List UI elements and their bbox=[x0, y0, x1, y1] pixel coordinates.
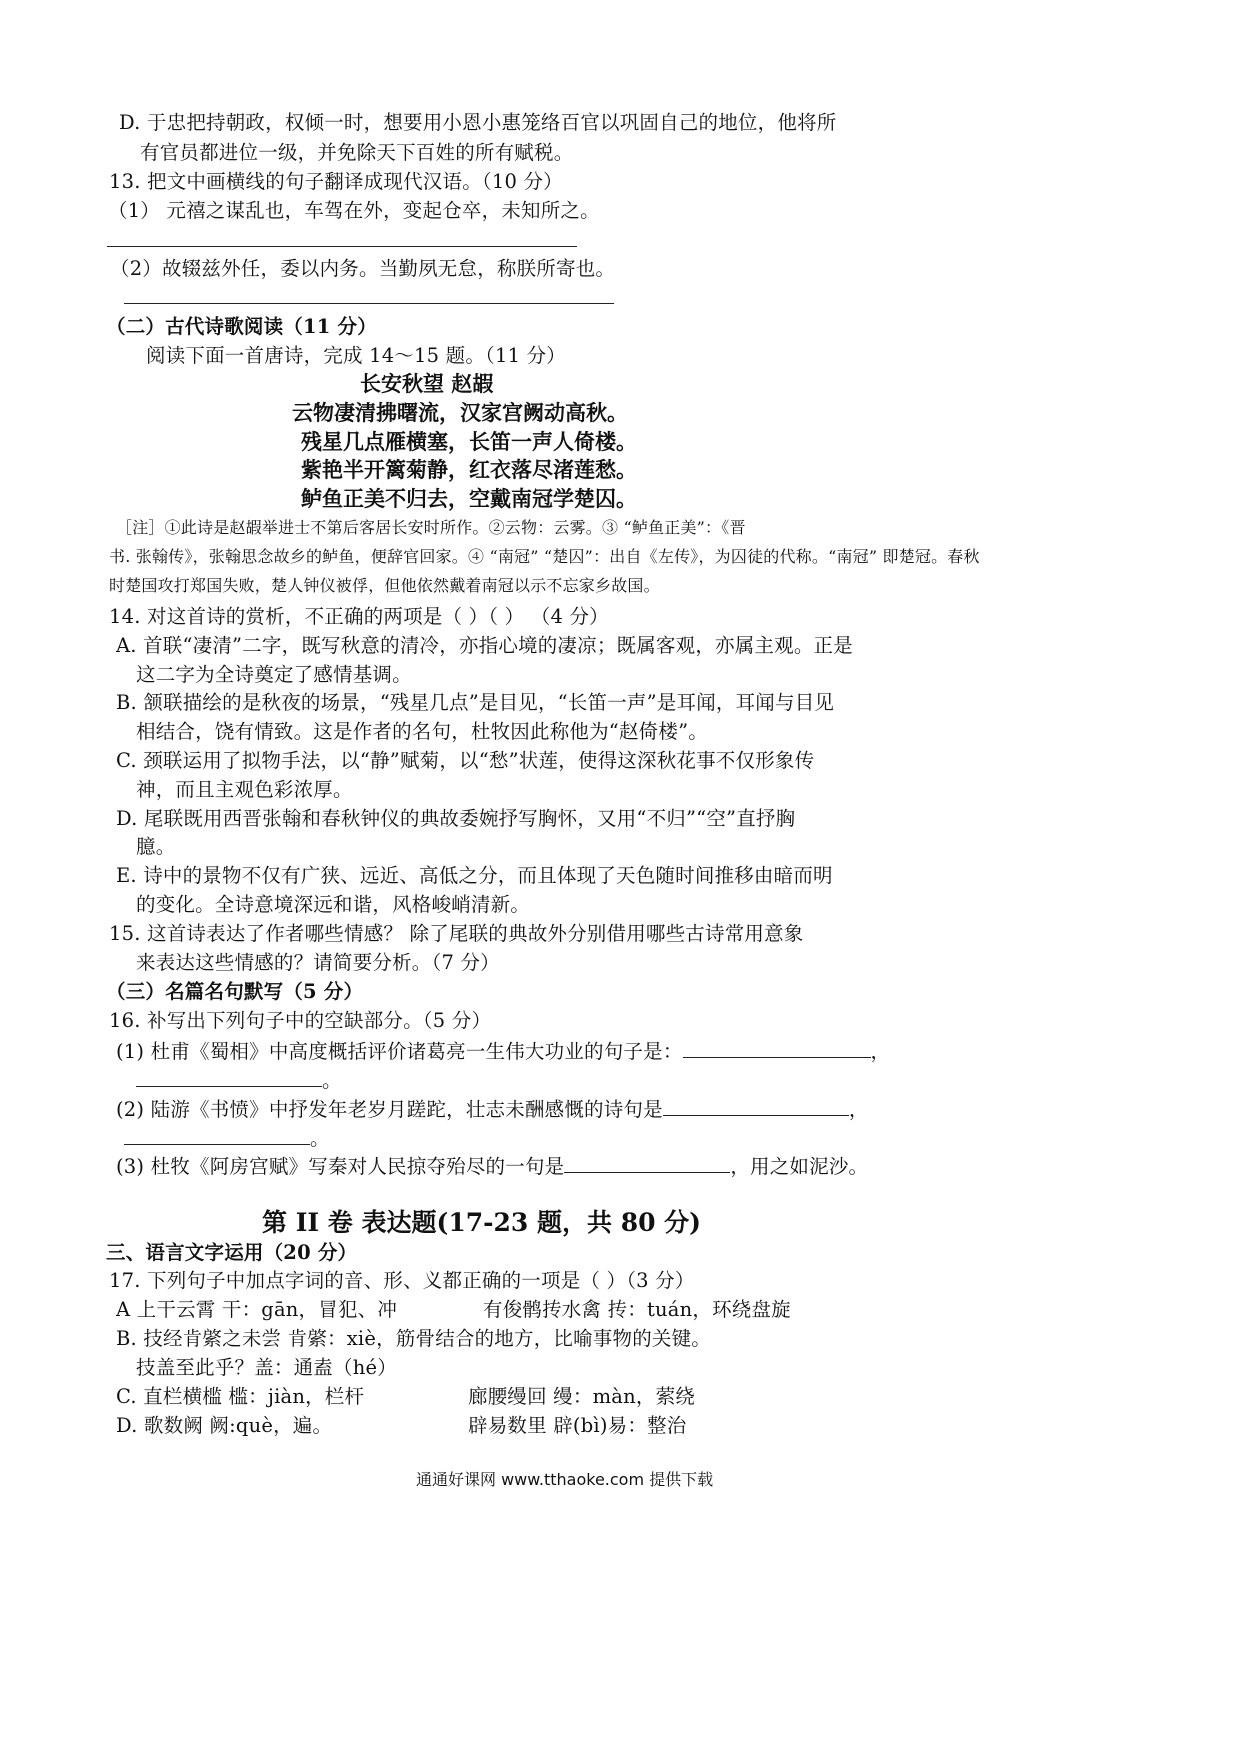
answer-line-1[interactable] bbox=[107, 246, 577, 247]
period: 。 bbox=[322, 1069, 342, 1092]
q14-stem: 14. 对这首诗的赏析，不正确的两项是（ ）（ ） （4 分） bbox=[109, 605, 609, 628]
period: 。 bbox=[310, 1127, 330, 1150]
q16-item-2 bbox=[116, 1097, 869, 1123]
q14-option-a-line2: 这二字为全诗奠定了感情基调。 bbox=[136, 663, 412, 686]
q13-sentence-1: （1） 元禧之谋乱也，车驾在外，变起仓卒，未知所之。 bbox=[108, 199, 600, 222]
answer-line-2[interactable] bbox=[124, 303, 614, 304]
q17-option-d-left: D. 歌数阙 阙:què，遍。 bbox=[116, 1414, 333, 1437]
poem-line-2: 残星几点雁横塞，长笛一声人倚楼。 bbox=[301, 430, 637, 454]
poem-note-1: ［注］①此诗是赵嘏举进士不第后客居长安时所作。②云物：云雾。③ “鲈鱼正美”：《晋 bbox=[116, 518, 746, 537]
poem-note-2: 书. 张翰传》，张翰思念故乡的鲈鱼，便辞官回家。④ “南冠” “楚囚”：出自《左传》，为囚徒的代称。“南冠” 即楚冠。春秋 bbox=[109, 547, 980, 566]
comma: ， bbox=[870, 1040, 891, 1063]
q15-line1: 15. 这首诗表达了作者哪些情感？ 除了尾联的典故外分别借用哪些古诗常用意象 bbox=[109, 922, 804, 945]
q15-line2: 来表达这些情感的？请简要分析。（7 分） bbox=[136, 951, 500, 974]
q12-option-d-line2: 有官员都进位一级，并免除天下百姓的所有赋税。 bbox=[140, 141, 574, 164]
poetry-intro: 阅读下面一首唐诗，完成 14～15 题。（11 分） bbox=[146, 344, 566, 367]
q17-option-a-right: 有俊鹘抟水禽 抟：tuán，环绕盘旋 bbox=[483, 1298, 791, 1321]
blank-4[interactable] bbox=[124, 1126, 310, 1145]
q16-item-1-text: (1) 杜甫《蜀相》中高度概括评价诸葛亮一生伟大功业的句子是： bbox=[116, 1040, 683, 1063]
q16-item-3-text: (3) 杜牧《阿房宫赋》写秦对人民掠夺殆尽的一句是 bbox=[116, 1155, 565, 1178]
poem-note-3: 时楚国攻打郑国失败，楚人钟仪被俘，但他依然戴着南冠以示不忘家乡故国。 bbox=[109, 576, 660, 595]
q12-option-d-line1: D. 于忠把持朝政，权倾一时，想要用小恩小惠笼络百官以巩固自己的地位，他将所 bbox=[119, 111, 837, 134]
q14-option-b-line2: 相结合，饶有情致。这是作者的名句，杜牧因此称他为“赵倚楼”。 bbox=[136, 720, 708, 743]
q17-option-a-left: A 上干云霄 干：gān，冒犯、冲 bbox=[116, 1298, 398, 1321]
q17-option-b-line2: 技盖至此乎？盖：通盍（hé） bbox=[136, 1356, 397, 1379]
q16-item-2-line2 bbox=[124, 1126, 330, 1152]
q16-item-1 bbox=[116, 1039, 890, 1065]
q14-option-d-line1: D. 尾联既用西晋张翰和春秋钟仪的典故委婉抒写胸怀，又用“不归”“空”直抒胸 bbox=[116, 807, 796, 830]
q14-option-b-line1: B. 颔联描绘的是秋夜的场景，“残星几点”是目见，“长笛一声”是耳闻，耳闻与目见 bbox=[116, 691, 835, 714]
q14-option-e-line2: 的变化。全诗意境深远和谐，风格峻峭清新。 bbox=[136, 893, 531, 916]
q17-option-b-line1: B. 技经肯綮之未尝 肯綮：xiè，筋骨结合的地方，比喻事物的关键。 bbox=[116, 1327, 711, 1350]
poem-title: 长安秋望 赵嘏 bbox=[360, 372, 494, 396]
q13-sentence-2: （2）故辍兹外任，委以内务。当勤夙无怠，称朕所寄也。 bbox=[110, 257, 616, 280]
q17-option-c-left: C. 直栏横槛 槛：jiàn，栏杆 bbox=[116, 1385, 365, 1408]
poem-line-3: 紫艳半开篱菊静，红衣落尽渚莲愁。 bbox=[301, 458, 637, 482]
q14-option-d-line2: 臆。 bbox=[136, 835, 176, 858]
q17-option-c-right: 廊腰缦回 缦：màn，萦绕 bbox=[468, 1385, 695, 1408]
blank-1[interactable] bbox=[683, 1039, 871, 1058]
comma: ， bbox=[848, 1098, 869, 1121]
q16-item-1-line2 bbox=[136, 1068, 342, 1094]
poem-line-4: 鲈鱼正美不归去，空戴南冠学楚囚。 bbox=[301, 487, 637, 511]
q13-stem: 13. 把文中画横线的句子翻译成现代汉语。（10 分） bbox=[109, 170, 563, 193]
q16-item-3-end: ，用之如泥沙。 bbox=[730, 1155, 869, 1178]
section-heading-poetry: （二）古代诗歌阅读（11 分） bbox=[106, 315, 377, 338]
q14-option-c-line1: C. 颈联运用了拟物手法，以“静”赋菊，以“愁”状莲，使得这深秋花事不仅形象传 bbox=[116, 749, 815, 772]
part-2-title: 第 II 卷 表达题(17-23 题，共 80 分) bbox=[262, 1208, 702, 1237]
poem-line-1: 云物凄清拂曙流，汉家宫阙动高秋。 bbox=[292, 401, 628, 425]
q14-option-a-line1: A. 首联“凄清”二字，既写秋意的清冷，亦指心境的凄凉；既属客观，亦属主观。正是 bbox=[116, 634, 853, 657]
page-footer: 通通好课网 www.tthaoke.com 提供下载 bbox=[416, 1470, 714, 1489]
q16-item-2-text: (2) 陆游《书愤》中抒发年老岁月蹉跎，壮志未酬感慨的诗句是 bbox=[116, 1098, 663, 1121]
blank-2[interactable] bbox=[136, 1068, 322, 1087]
q17-stem: 17. 下列句子中加点字词的音、形、义都正确的一项是（ ）（3 分） bbox=[109, 1269, 695, 1292]
q14-option-c-line2: 神，而且主观色彩浓厚。 bbox=[136, 778, 353, 801]
blank-5[interactable] bbox=[564, 1154, 730, 1173]
blank-3[interactable] bbox=[663, 1097, 849, 1116]
q16-stem: 16. 补写出下列句子中的空缺部分。（5 分） bbox=[109, 1009, 492, 1032]
q16-item-3 bbox=[116, 1154, 868, 1180]
section-heading-recitation: （三）名篇名句默写（5 分） bbox=[106, 980, 364, 1003]
section-heading-language: 三、语言文字运用（20 分） bbox=[106, 1241, 358, 1264]
q17-option-d-right: 辟易数里 辟(bì)易：整治 bbox=[468, 1414, 687, 1437]
q14-option-e-line1: E. 诗中的景物不仅有广狭、远近、高低之分，而且体现了天色随时间推移由暗而明 bbox=[116, 864, 833, 887]
